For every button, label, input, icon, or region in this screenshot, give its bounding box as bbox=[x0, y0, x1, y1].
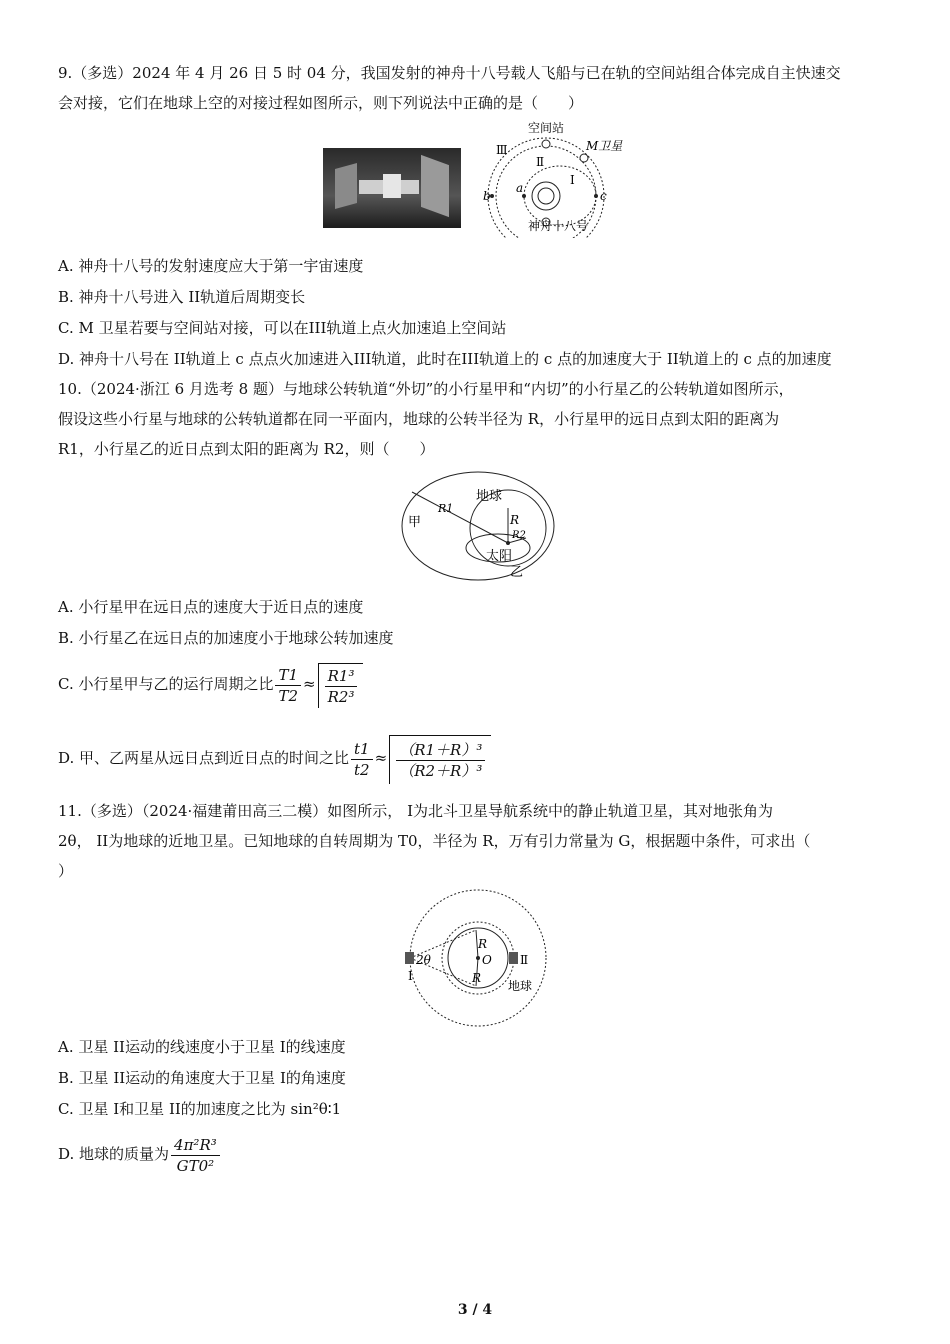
r1-label: R1 bbox=[438, 502, 454, 515]
q9-option-b: B. 神舟十八号进入 II轨道后周期变长 bbox=[58, 288, 306, 306]
shenzhou-label: 神舟十八号 bbox=[528, 219, 589, 233]
fraction-denominator: t2 bbox=[354, 760, 370, 779]
sqrt-radical bbox=[389, 735, 491, 784]
fraction-numerator: 4π²R³ bbox=[171, 1135, 220, 1156]
spacecraft-photo bbox=[323, 148, 461, 228]
q10-stem-line3: R1，小行星乙的近日点到太阳的距离为 R2，则（ ） bbox=[58, 440, 435, 458]
sqrt-radical bbox=[318, 663, 364, 708]
orbit-2-label: Ⅱ bbox=[536, 155, 545, 169]
r-label: R bbox=[510, 513, 520, 527]
r2-label: R2 bbox=[512, 530, 526, 541]
q10-option-a: A. 小行星甲在远日点的速度大于近日点的速度 bbox=[58, 598, 364, 616]
q10-stem-line2: 假设这些小行星与地球的公转轨道都在同一平面内，地球的公转半径为 R，小行星甲的远日点到太阳的距离为 bbox=[58, 410, 780, 428]
q10-option-d bbox=[58, 734, 491, 784]
fraction-denominator: （R2＋R）³ bbox=[399, 762, 483, 780]
space-station-label: 空间站 bbox=[528, 121, 565, 135]
q9-stem-line2: 会对接，它们在地球上空的对接过程如图所示，则下列说法中正确的是（ ） bbox=[58, 94, 584, 112]
earth-mass-fraction bbox=[171, 1135, 220, 1176]
orbit-1-label: Ⅰ bbox=[570, 173, 575, 187]
jia-label: 甲 bbox=[408, 515, 422, 530]
q11-option-c: C. 卫星 I和卫星 II的加速度之比为 sin²θ∶1 bbox=[58, 1100, 342, 1118]
distance-ratio-fraction bbox=[396, 740, 485, 781]
fraction-numerator: （R1＋R）³ bbox=[396, 740, 485, 761]
point-c-label: c bbox=[600, 189, 607, 203]
radius-bottom-label: R bbox=[472, 971, 482, 985]
time-ratio-fraction bbox=[351, 739, 373, 780]
q11-satellite-diagram bbox=[396, 888, 552, 1030]
angle-label: 2θ bbox=[416, 953, 431, 967]
q11-option-d-prefix: D. 地球的质量为 bbox=[58, 1145, 170, 1163]
sun-label: 太阳 bbox=[486, 549, 513, 564]
sat-1-label: Ⅰ bbox=[408, 969, 413, 983]
m-satellite-label: M卫星 bbox=[586, 139, 623, 153]
center-o-label: O bbox=[482, 953, 492, 967]
q11-option-d bbox=[58, 1132, 222, 1176]
page-number: 3 / 4 bbox=[457, 1302, 493, 1318]
fraction-denominator: GT0² bbox=[176, 1156, 215, 1175]
q11-stem-line1: 11.（多选）（2024·福建莆田高三二模）如图所示， I为北斗卫星导航系统中的静止轨道卫星，其对地张角为 bbox=[58, 802, 773, 820]
q10-stem-line1: 10.（2024·浙江 6 月选考 8 题）与地球公转轨道“外切”的小行星甲和“内切”的小行星乙的公转轨道如图所示， bbox=[58, 380, 794, 398]
point-b-label: b bbox=[483, 189, 491, 203]
q11-option-a: A. 卫星 II运动的线速度小于卫星 I的线速度 bbox=[58, 1038, 346, 1056]
q9-orbit-diagram bbox=[478, 118, 638, 238]
radius-top-label: R bbox=[478, 937, 488, 951]
radius-ratio-fraction bbox=[325, 666, 358, 707]
q10-option-c-prefix: C. 小行星甲与乙的运行周期之比 bbox=[58, 675, 274, 693]
fraction-denominator: R2³ bbox=[327, 688, 355, 706]
point-a-label: a bbox=[516, 181, 524, 195]
period-ratio-fraction bbox=[275, 665, 301, 706]
q11-stem-line2: 2θ， II为地球的近地卫星。已知地球的自转周期为 T0，半径为 R，万有引力常量为 G，根据题中条件，可求出（ bbox=[58, 832, 811, 850]
approx-symbol: ≈ bbox=[374, 749, 388, 767]
q10-option-d-prefix: D. 甲、乙两星从远日点到近日点的时间之比 bbox=[58, 749, 350, 767]
q9-option-d: D. 神舟十八号在 II轨道上 c 点点火加速进入III轨道，此时在III轨道上的 c 点的加速度大于 II轨道上的 c 点的加速度 bbox=[58, 350, 832, 368]
q10-option-c bbox=[58, 662, 363, 708]
orbit-3-label: Ⅲ bbox=[496, 143, 508, 157]
q10-option-b: B. 小行星乙在远日点的加速度小于地球公转加速度 bbox=[58, 629, 394, 647]
q9-stem-line1: 9.（多选）2024 年 4 月 26 日 5 时 04 分，我国发射的神舟十八号载人飞船与已在轨的空间站组合体完成自主快速交 bbox=[58, 64, 841, 82]
q11-option-b: B. 卫星 II运动的角速度大于卫星 I的角速度 bbox=[58, 1069, 346, 1087]
q10-orbit-diagram bbox=[398, 468, 558, 588]
fraction-numerator: t1 bbox=[351, 739, 373, 760]
fraction-numerator: R1³ bbox=[325, 666, 358, 687]
q11-stem-line3: ） bbox=[58, 862, 74, 880]
fraction-numerator: T1 bbox=[275, 665, 301, 686]
approx-symbol: ≈ bbox=[303, 675, 316, 693]
yi-label: 乙 bbox=[510, 565, 524, 580]
q9-option-a: A. 神舟十八号的发射速度应大于第一宇宙速度 bbox=[58, 257, 364, 275]
fraction-denominator: T2 bbox=[278, 686, 299, 705]
earth-label: 地球 bbox=[476, 489, 503, 504]
sat-2-label: Ⅱ bbox=[520, 953, 529, 967]
earth-label: 地球 bbox=[508, 979, 533, 993]
q9-option-c: C. M 卫星若要与空间站对接，可以在III轨道上点火加速追上空间站 bbox=[58, 319, 507, 337]
